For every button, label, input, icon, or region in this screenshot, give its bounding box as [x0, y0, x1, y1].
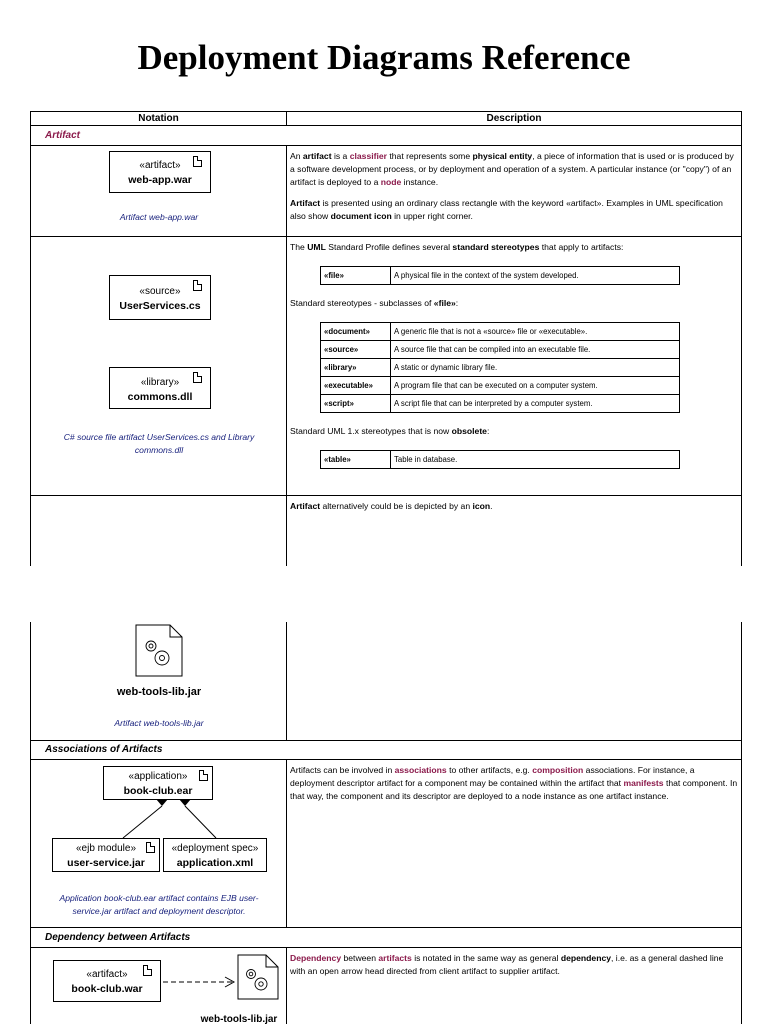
caption: C# source file artifact UserServices.cs and Library commons.dll [63, 432, 255, 455]
description-cell: Artifact alternatively could be is depicted by an icon. [290, 501, 493, 511]
artifact-name: book-club.war [71, 983, 143, 995]
artifact-box-book-club-war [53, 960, 161, 1002]
table-row: «table» Table in database. [321, 451, 680, 469]
section-associations: Associations of Artifacts [31, 741, 741, 760]
paragraph: The UML Standard Profile defines several standard stereotypes that apply to artifacts: [290, 242, 624, 252]
notation-cell [31, 146, 287, 236]
table-row: «document» A generic file that is not a «source» file or «executable». [321, 323, 680, 341]
artifact-name: book-club.ear [123, 785, 193, 797]
paragraph: An artifact is a classifier that represents some physical entity, a piece of information that is used or is produced by a software development process, or by deployment and operation of a system. A particular instance (or "copy") of an artifact is deployed to a node instance. [290, 151, 734, 187]
description-cell: Artifacts can be involved in associations to other artifacts, e.g. composition associations. For instance, a deployment descriptor artifact for a component may be contained within the artifact that manifests that component. In that way, the component and its descriptor are deployed to a node instance as one artifact instance. [290, 765, 738, 801]
table-row [31, 496, 741, 566]
reference-table-top [30, 111, 742, 566]
caption: Artifact web-tools-lib.jar [114, 718, 204, 728]
artifact-stereotype: «ejb module» [75, 843, 137, 854]
sub-stereotype-table [320, 322, 680, 413]
artifact-box-user-service [52, 838, 160, 872]
table-row [31, 760, 741, 928]
paragraph: Standard stereotypes - subclasses of «file»: [290, 298, 459, 308]
paragraph: Standard UML 1.x stereotypes that is now obsolete: [290, 426, 490, 436]
notation-cell [31, 237, 287, 495]
table-row [31, 622, 741, 741]
notation-cell [31, 760, 287, 927]
document-icon [143, 965, 152, 976]
artifact-box-application-xml [163, 838, 267, 872]
caption: Application book-club.ear artifact contains EJB user-service.jar artifact and deployment descriptor. [59, 893, 259, 916]
header-notation: Notation [31, 112, 287, 125]
table-row [31, 948, 741, 1024]
artifact-box-userservices [109, 275, 211, 320]
section-artifact: Artifact [31, 126, 741, 146]
artifact-icon [134, 624, 184, 678]
target-artifact-name: web-tools-lib.jar [200, 1014, 278, 1024]
notation-cell [31, 622, 287, 740]
document-icon [193, 372, 202, 383]
table-row [31, 146, 741, 237]
table-row: «library» A static or dynamic library file. [321, 359, 680, 377]
header-description: Description [486, 113, 542, 124]
table-row: «script» A script file that can be interpreted by a computer system. [321, 395, 680, 413]
artifact-stereotype: «artifact» [139, 160, 181, 171]
dependency-arrow [161, 970, 241, 1000]
table-row: «executable» A program file that can be executed on a computer system. [321, 377, 680, 395]
document-icon [199, 770, 208, 781]
caption: Artifact web-app.war [119, 212, 199, 222]
reference-table-bottom [30, 622, 742, 1024]
artifact-name: UserServices.cs [119, 300, 201, 312]
table-header [31, 112, 741, 126]
section-dependency: Dependency between Artifacts [31, 928, 741, 948]
artifact-stereotype: «application» [128, 771, 188, 782]
artifact-name: web-tools-lib.jar [116, 686, 202, 698]
artifact-box-book-club-ear [103, 766, 213, 800]
document-icon [193, 156, 202, 167]
file-stereotype-table [320, 266, 680, 285]
artifact-stereotype: «deployment spec» [171, 843, 259, 854]
document-icon [146, 842, 155, 853]
artifact-stereotype: «library» [140, 377, 180, 388]
page-title: Deployment Diagrams Reference [137, 38, 631, 77]
table-row: «source» A source file that can be compiled into an executable file. [321, 341, 680, 359]
artifact-box-commons [109, 367, 211, 409]
artifact-name: commons.dll [127, 391, 193, 403]
artifact-stereotype: «artifact» [86, 969, 128, 980]
paragraph: Artifact is presented using an ordinary class rectangle with the keyword «artifact». Examples in UML specification also show document icon in upper right corner. [290, 198, 723, 221]
artifact-icon [236, 954, 280, 1000]
document-icon [193, 280, 202, 291]
artifact-name: application.xml [176, 857, 254, 869]
artifact-name: web-app.war [128, 174, 192, 186]
artifact-name: user-service.jar [67, 857, 145, 869]
description-cell [287, 146, 741, 236]
artifact-stereotype: «source» [139, 286, 181, 297]
table-row [31, 237, 741, 496]
description-cell [287, 237, 741, 495]
obsolete-stereotype-table [320, 450, 680, 469]
table-row: «file» A physical file in the context of the system developed. [321, 267, 680, 285]
description-cell: Dependency between artifacts is notated in the same way as general dependency, i.e. as a general dashed line with an open arrow head directed from client artifact to supplier artifact. [290, 953, 724, 976]
notation-cell [31, 948, 287, 1024]
artifact-box-web-app [109, 151, 211, 193]
